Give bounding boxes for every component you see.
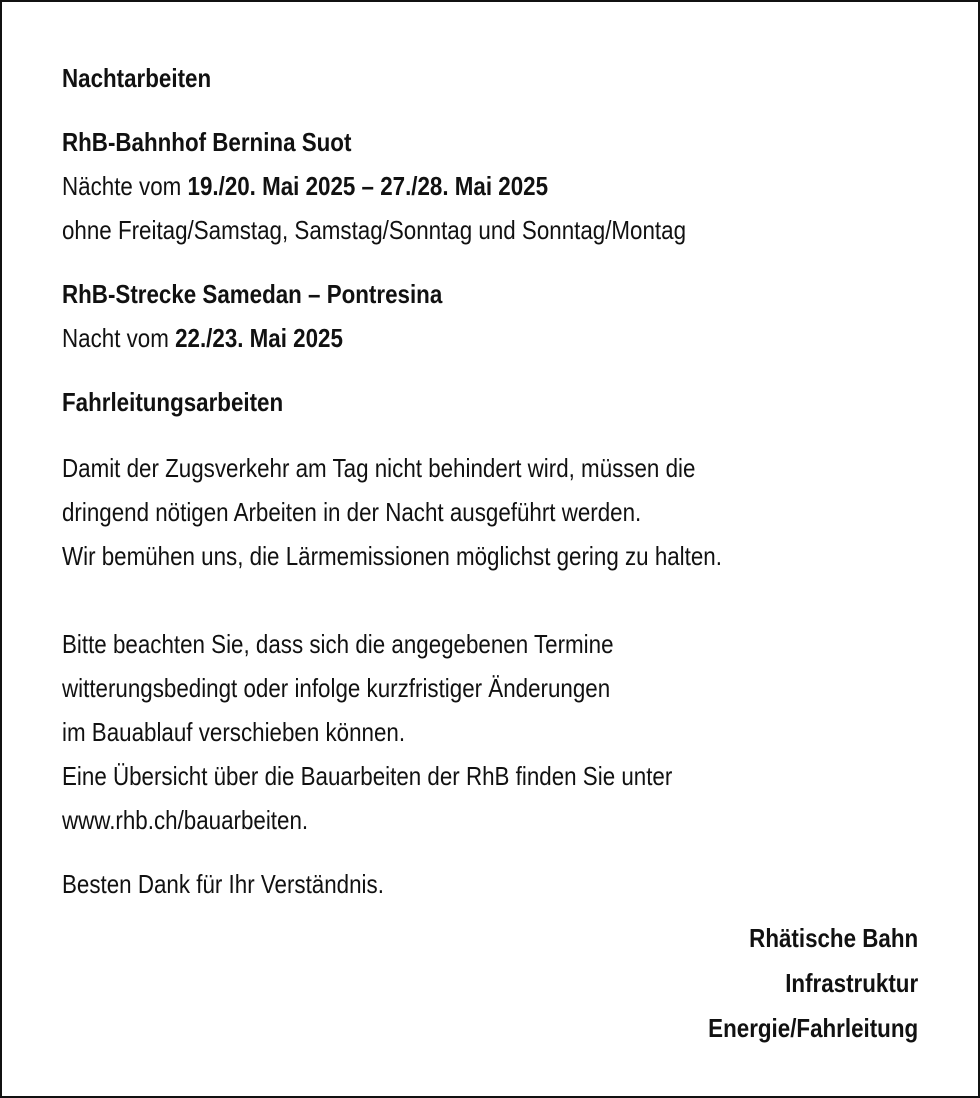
heading: Nachtarbeiten: [62, 63, 212, 93]
location1-dates-prefix: Nächte vom: [62, 171, 188, 201]
paragraph-1-line: dringend nötigen Arbeiten in der Nacht ausgeführt werden.: [62, 497, 642, 527]
location1-dates: 19./20. Mai 2025 – 27./28. Mai 2025: [187, 171, 549, 201]
closing-line: Besten Dank für Ihr Verständnis.: [62, 869, 384, 899]
location2-dates-prefix: Nacht vom: [62, 323, 176, 353]
location1-title: RhB-Bahnhof Bernina Suot: [62, 127, 352, 157]
paragraph-2-line: im Bauablauf verschieben können.: [62, 717, 406, 747]
paragraph-2-line: Eine Übersicht über die Bauarbeiten der RhB finden Sie unter: [62, 761, 673, 791]
signature-line: Rhätische Bahn: [749, 923, 918, 953]
location2-title: RhB-Strecke Samedan – Pontresina: [62, 279, 443, 309]
signature-line: Energie/Fahrleitung: [708, 1013, 918, 1043]
paragraph-1-line: Wir bemühen uns, die Lärmemissionen möglichst gering zu halten.: [62, 541, 722, 571]
location2-dates-line: [62, 316, 802, 360]
location1-dates-line: [62, 164, 802, 208]
website-link[interactable]: www.rhb.ch/bauarbeiten.: [62, 805, 309, 835]
location1-exclusions: ohne Freitag/Samstag, Samstag/Sonntag und Sonntag/Montag: [62, 215, 687, 245]
signature-line: Infrastruktur: [785, 968, 918, 998]
notice-content: [62, 56, 922, 906]
signature-block: [674, 916, 918, 1051]
paragraph-2-line: Bitte beachten Sie, dass sich die angegebenen Termine: [62, 629, 614, 659]
paragraph-1-line: Damit der Zugsverkehr am Tag nicht behindert wird, müssen die: [62, 453, 696, 483]
paragraph-1: [62, 446, 922, 578]
paragraph-2: [62, 622, 922, 842]
location2-dates: 22./23. Mai 2025: [175, 323, 343, 353]
paragraph-2-line: witterungsbedingt oder infolge kurzfristiger Änderungen: [62, 673, 611, 703]
work-type: Fahrleitungsarbeiten: [62, 387, 284, 417]
